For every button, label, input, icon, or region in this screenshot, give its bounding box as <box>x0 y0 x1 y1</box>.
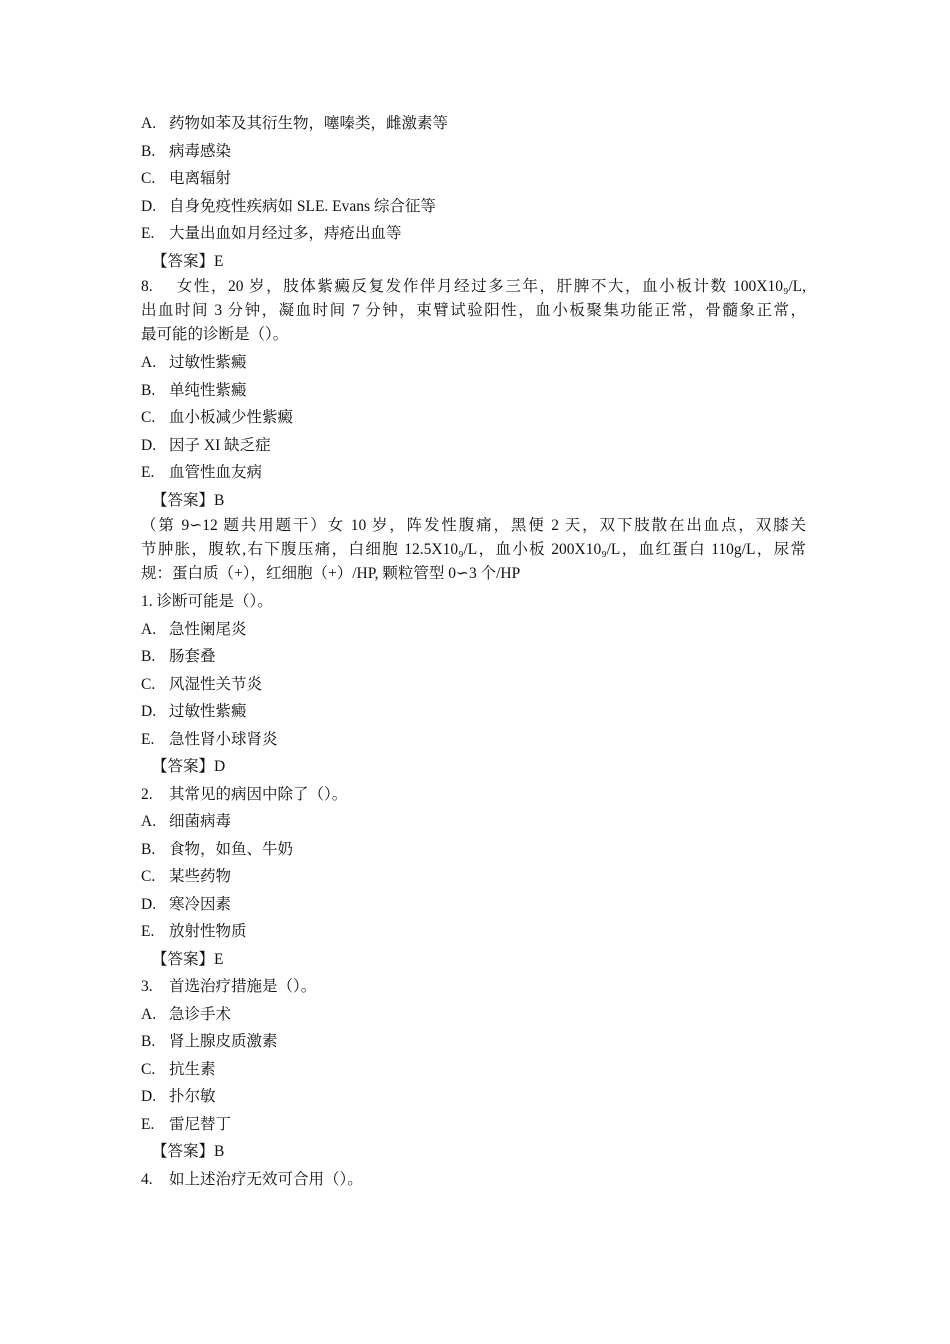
answer-option <box>141 138 806 166</box>
question-number: 2. <box>141 785 153 803</box>
option-text: 过敏性紫癜 <box>169 703 247 720</box>
option-key: A. <box>141 620 157 638</box>
paragraph-line: 节肿胀，腹软,右下腹压痛，白细胞 12.5X10₉/L，血小板 200X10₉/L，血红蛋白 110g/L，尿常 <box>141 541 806 558</box>
option-text: 因子 XI 缺乏症 <box>169 436 271 454</box>
option-text: 过敏性紫癜 <box>169 354 247 371</box>
answer-option <box>141 1001 806 1029</box>
option-text: 细菌病毒 <box>169 813 232 830</box>
option-key: B. <box>141 142 156 160</box>
option-text: 急性阑尾炎 <box>169 620 247 638</box>
question-stem <box>141 1166 806 1194</box>
option-key: D. <box>141 895 157 913</box>
option-text: 某些药物 <box>169 868 232 885</box>
answer-option <box>141 643 806 671</box>
option-text: 肠套叠 <box>169 648 216 665</box>
option-key: A. <box>141 1005 157 1023</box>
option-key: A. <box>141 813 157 830</box>
answer-key: 【答案】E <box>152 252 224 270</box>
option-text: 药物如苯及其衍生物，噻嗪类，雌激素等 <box>169 115 449 132</box>
answer-option <box>141 432 806 460</box>
question-text: 1. 诊断可能是（）。 <box>141 593 273 610</box>
option-key: E. <box>141 730 155 748</box>
option-key: A. <box>141 354 157 371</box>
answer-option <box>141 836 806 864</box>
answer-option <box>141 1083 806 1111</box>
option-key: D. <box>141 1088 157 1105</box>
option-key: C. <box>141 170 156 187</box>
option-key: A. <box>141 115 157 132</box>
question-stem <box>141 588 806 616</box>
option-text: 食物，如鱼、牛奶 <box>169 840 294 858</box>
option-text: 急诊手术 <box>169 1005 232 1023</box>
option-text: 电离辐射 <box>169 170 232 187</box>
option-text: 肾上腺皮质激素 <box>169 1033 278 1050</box>
answer-option <box>141 349 806 377</box>
option-key: C. <box>141 409 156 426</box>
answer-key: 【答案】E <box>152 950 224 968</box>
option-key: B. <box>141 648 156 665</box>
answer-option <box>141 110 806 138</box>
answer-option <box>141 165 806 193</box>
option-key: B. <box>141 381 156 399</box>
question-text: 其常见的病因中除了（）。 <box>169 785 348 803</box>
answer-option <box>141 808 806 836</box>
answer-option <box>141 616 806 644</box>
option-text: 自身免疫性疾病如 SLE. Evans 综合征等 <box>169 197 436 215</box>
question-text: 首选治疗措施是（）。 <box>169 978 317 995</box>
answer-option <box>141 1028 806 1056</box>
answer-option <box>141 1056 806 1084</box>
question-stem <box>141 781 806 809</box>
answer-option <box>141 891 806 919</box>
option-text: 雷尼替丁 <box>169 1115 232 1133</box>
question-text: 如上述治疗无效可合用（）。 <box>169 1170 363 1188</box>
answer-option <box>141 698 806 726</box>
option-text: 扑尔敏 <box>169 1088 216 1105</box>
option-text: 大量出血如月经过多，痔疮出血等 <box>169 225 402 242</box>
answer-key: 【答案】B <box>152 1143 225 1160</box>
option-text: 放射性物质 <box>169 923 247 940</box>
option-key: C. <box>141 868 156 885</box>
option-key: E. <box>141 923 155 940</box>
option-key: D. <box>141 436 157 454</box>
paragraph-line: 最可能的诊断是（）。 <box>141 326 289 343</box>
option-key: D. <box>141 197 157 215</box>
option-text: 急性肾小球肾炎 <box>169 730 278 748</box>
option-text: 风湿性关节炎 <box>169 675 263 693</box>
option-key: B. <box>141 840 156 858</box>
answer-option <box>141 726 806 754</box>
answer-option <box>141 220 806 248</box>
paragraph-line: 8. 女性，20 岁，肢体紫癜反复发作伴月经过多三年，肝脾不大，血小板计数 100X10₉/L, <box>141 278 806 295</box>
answer-option <box>141 459 806 487</box>
question-stem <box>141 973 806 1001</box>
option-key: C. <box>141 675 156 693</box>
option-key: E. <box>141 1115 155 1133</box>
question-paragraph <box>141 275 806 347</box>
answer-key: 【答案】D <box>152 758 226 775</box>
option-text: 单纯性紫癜 <box>169 381 247 399</box>
question-paragraph <box>141 514 806 586</box>
answer-option <box>141 671 806 699</box>
option-key: B. <box>141 1033 156 1050</box>
option-text: 血小板减少性紫癜 <box>169 409 294 426</box>
answer-option <box>141 377 806 405</box>
option-text: 血管性血友病 <box>169 464 263 481</box>
question-number: 3. <box>141 978 153 995</box>
option-text: 病毒感染 <box>169 142 232 160</box>
document-page <box>141 110 806 1193</box>
paragraph-line: （第 9∽12 题共用题干）女 10 岁，阵发性腹痛，黑便 2 天，双下肢散在出血点，双膝关 <box>141 517 806 534</box>
answer-option <box>141 918 806 946</box>
question-number: 4. <box>141 1170 153 1188</box>
option-text: 抗生素 <box>169 1060 216 1078</box>
answer-option <box>141 863 806 891</box>
option-text: 寒冷因素 <box>169 895 232 913</box>
paragraph-line: 出血时间 3 分钟，凝血时间 7 分钟，束臂试验阳性，血小板聚集功能正常，骨髓象正常， <box>141 302 806 319</box>
option-key: C. <box>141 1060 156 1078</box>
option-key: E. <box>141 464 155 481</box>
paragraph-line: 规：蛋白质（+），红细胞（+）/HP, 颗粒管型 0∽3 个/HP <box>141 565 521 582</box>
answer-key: 【答案】B <box>152 491 225 509</box>
answer-option <box>141 193 806 221</box>
answer-option <box>141 404 806 432</box>
answer-option <box>141 1111 806 1139</box>
option-key: D. <box>141 703 157 720</box>
option-key: E. <box>141 225 155 242</box>
